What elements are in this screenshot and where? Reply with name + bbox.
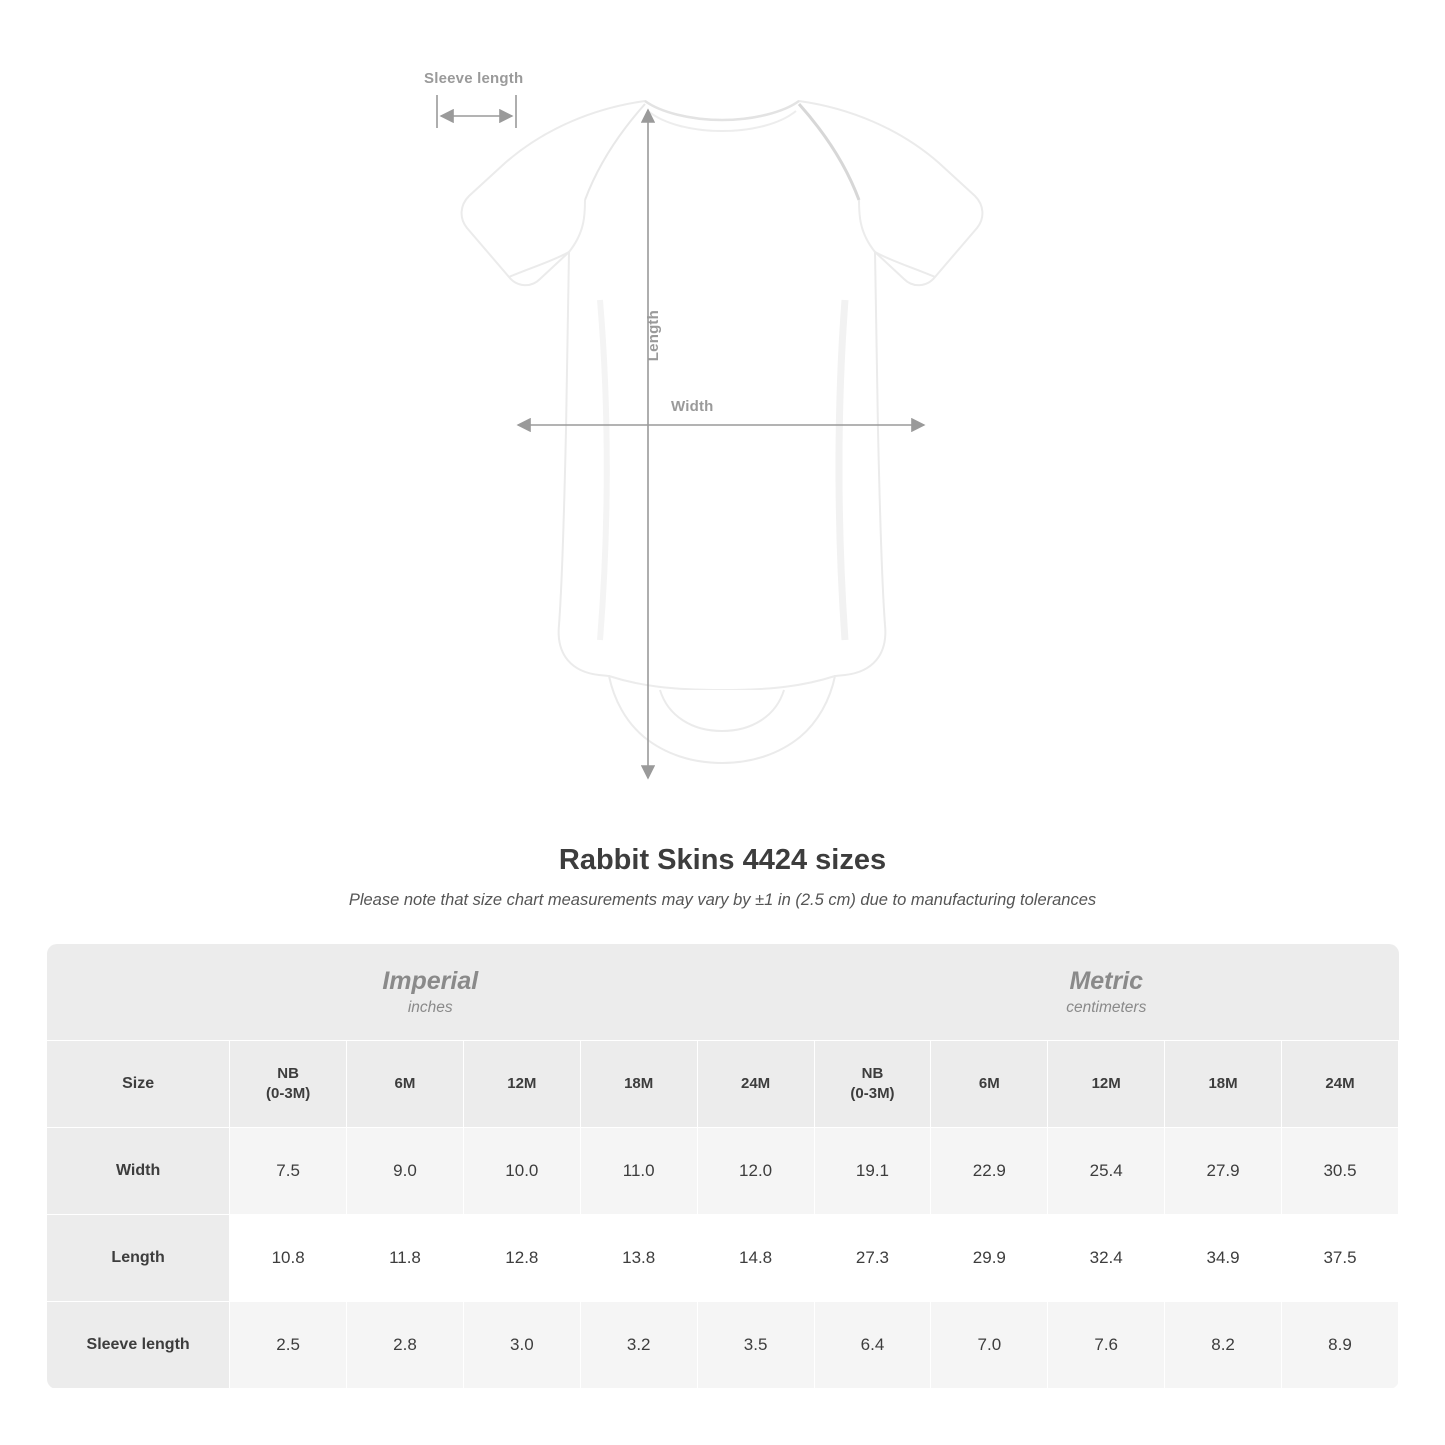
cell-length-metric-24m: 37.5 — [1281, 1215, 1398, 1302]
cell-sleeve-imperial-6m: 2.8 — [347, 1302, 464, 1389]
col-header-metric-24m: 24M — [1281, 1041, 1398, 1128]
cell-width-metric-12m: 25.4 — [1048, 1128, 1165, 1215]
cell-length-metric-nb: 27.3 — [814, 1215, 931, 1302]
cell-length-metric-12m: 32.4 — [1048, 1215, 1165, 1302]
row-label-sleeve-length: Sleeve length — [47, 1302, 230, 1389]
cell-sleeve-imperial-nb: 2.5 — [230, 1302, 347, 1389]
metric-group-sub: centimeters — [1066, 998, 1147, 1016]
col-header-metric-12m: 12M — [1048, 1041, 1165, 1128]
title-block — [0, 844, 1445, 910]
column-header-row — [47, 1041, 1399, 1128]
cell-length-metric-18m: 34.9 — [1165, 1215, 1282, 1302]
imperial-group-header — [47, 944, 815, 1041]
cell-width-imperial-6m: 9.0 — [347, 1128, 464, 1215]
metric-group-header — [814, 944, 1398, 1041]
imperial-group-name: Imperial — [382, 966, 479, 995]
cell-sleeve-imperial-24m: 3.5 — [697, 1302, 814, 1389]
cell-width-metric-6m: 22.9 — [931, 1128, 1048, 1215]
col-header-metric-nb: NB (0-3M) — [814, 1041, 931, 1128]
size-chart-table — [46, 944, 1399, 1389]
cell-width-imperial-18m: 11.0 — [580, 1128, 697, 1215]
cell-width-imperial-nb: 7.5 — [230, 1128, 347, 1215]
col-header-metric-18m: 18M — [1165, 1041, 1282, 1128]
cell-width-imperial-12m: 10.0 — [463, 1128, 580, 1215]
cell-sleeve-metric-nb: 6.4 — [814, 1302, 931, 1389]
cell-length-imperial-nb: 10.8 — [230, 1215, 347, 1302]
row-label-length: Length — [47, 1215, 230, 1302]
metric-group-name: Metric — [1069, 966, 1144, 995]
col-header-imperial-24m: 24M — [697, 1041, 814, 1128]
table-row — [47, 1215, 1399, 1302]
page-title: Rabbit Skins 4424 sizes — [558, 844, 887, 876]
cell-sleeve-metric-12m: 7.6 — [1048, 1302, 1165, 1389]
cell-sleeve-imperial-12m: 3.0 — [463, 1302, 580, 1389]
cell-width-imperial-24m: 12.0 — [697, 1128, 814, 1215]
cell-sleeve-imperial-18m: 3.2 — [580, 1302, 697, 1389]
cell-width-metric-nb: 19.1 — [814, 1128, 931, 1215]
cell-width-metric-18m: 27.9 — [1165, 1128, 1282, 1215]
cell-width-metric-24m: 30.5 — [1281, 1128, 1398, 1215]
bodysuit-shape — [462, 101, 983, 763]
col-header-imperial-12m: 12M — [463, 1041, 580, 1128]
width-dimension-label: Width — [671, 398, 714, 415]
col-header-metric-6m: 6M — [931, 1041, 1048, 1128]
cell-length-imperial-24m: 14.8 — [697, 1215, 814, 1302]
col-header-imperial-18m: 18M — [580, 1041, 697, 1128]
cell-sleeve-metric-6m: 7.0 — [931, 1302, 1048, 1389]
col-header-imperial-6m: 6M — [347, 1041, 464, 1128]
table-row — [47, 1128, 1399, 1215]
table-row — [47, 1302, 1399, 1389]
imperial-group-sub: inches — [407, 998, 453, 1016]
cell-sleeve-metric-18m: 8.2 — [1165, 1302, 1282, 1389]
sleeve-length-dimension-label: Sleeve length — [424, 70, 524, 87]
cell-length-imperial-12m: 12.8 — [463, 1215, 580, 1302]
col-header-imperial-nb: NB (0-3M) — [230, 1041, 347, 1128]
cell-sleeve-metric-24m: 8.9 — [1281, 1302, 1398, 1389]
tolerance-note: Please note that size chart measurements may vary by ±1 in (2.5 cm) due to manufacturing tolerances — [348, 891, 1097, 909]
unit-group-row — [47, 944, 1399, 1041]
row-header-size: Size — [47, 1041, 230, 1128]
cell-length-imperial-6m: 11.8 — [347, 1215, 464, 1302]
cell-length-metric-6m: 29.9 — [931, 1215, 1048, 1302]
cell-length-imperial-18m: 13.8 — [580, 1215, 697, 1302]
row-label-width: Width — [47, 1128, 230, 1215]
length-dimension-label: Length — [645, 310, 662, 362]
size-table-wrapper — [46, 944, 1399, 1389]
